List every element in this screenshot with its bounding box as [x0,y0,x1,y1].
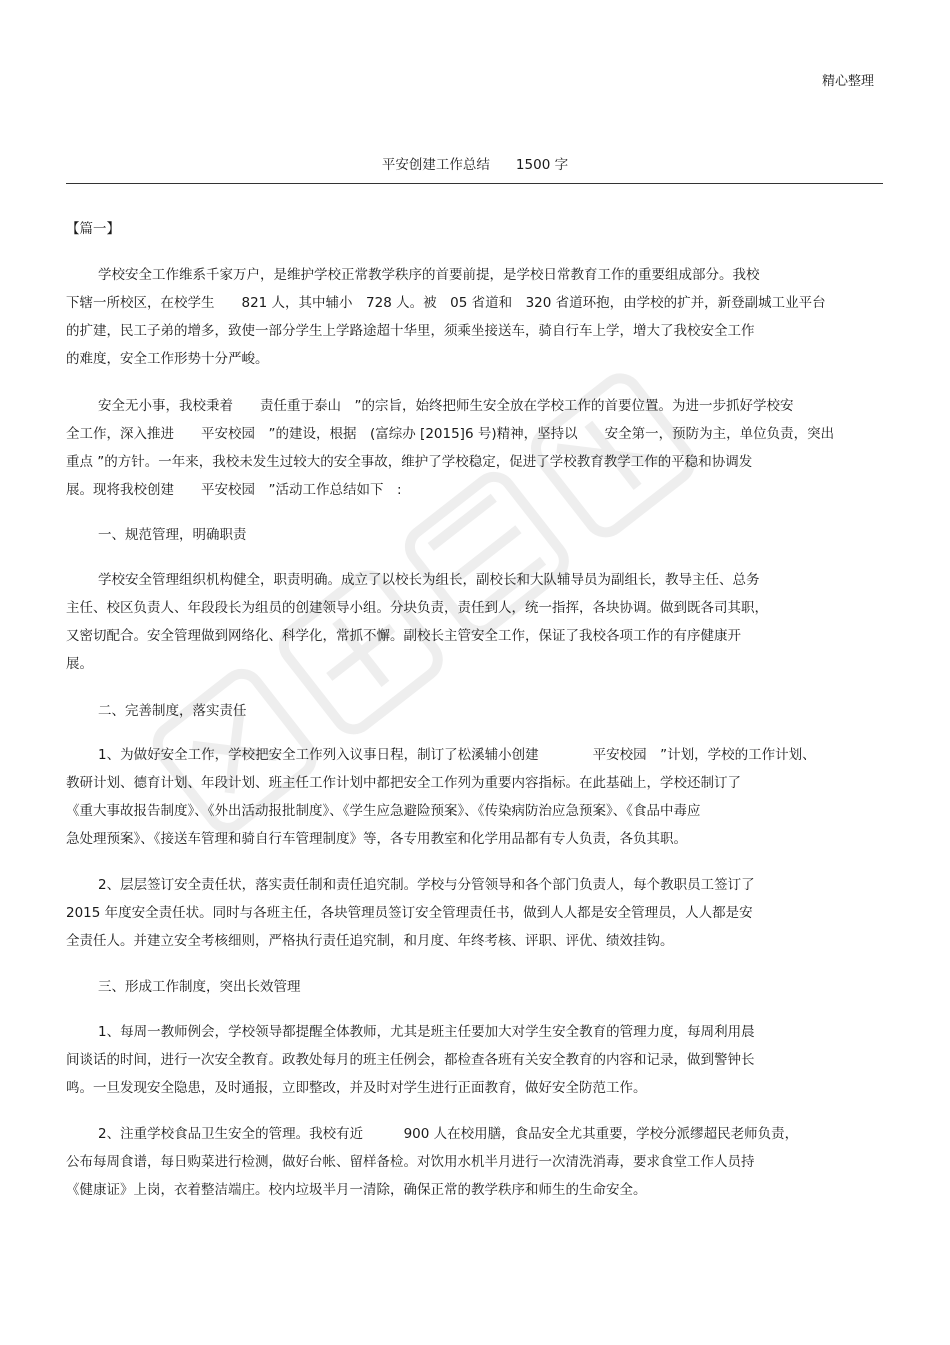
paragraph-line: 间谈话的时间，进行一次安全教育。政教处每月的班主任例会，都检查各班有关安全教育的内容和记录，做到警钟长 [66,1052,755,1068]
paragraph-line: 公布每周食谱，每日购菜进行检测，做好台帐、留样备检。对饮用水机半月进行一次清洗消毒，要求食堂工作人员持 [66,1154,755,1170]
paragraph-line: 安全无小事，我校秉着 责任重于泰山 ”的宗旨，始终把师生安全放在学校工作的首要位置。为进一步抓好学校安 [98,398,794,414]
paragraph-line: 全工作，深入推进 平安校园 ”的建设，根据 (富综办 [2015]6 号)精神，坚持以 安全第一，预防为主，单位负责，突出 [66,426,835,442]
section-heading: 三、形成工作制度，突出长效管理 [98,979,301,995]
paragraph-line: 又密切配合。安全管理做到网络化、科学化，常抓不懈。副校长主管安全工作，保证了我校各项工作的有序健康开 [66,628,741,644]
paragraph-line: 展。 [66,656,93,672]
paragraph-line: 学校安全工作维系千家万户，是维护学校正常教学秩序的首要前提，是学校日常教育工作的重要组成部分。我校 [98,267,760,283]
paragraph-line: 2、注重学校食品卫生安全的管理。我校有近 900 人在校用膳，食品安全尤其重要，学校分派缪超民老师负责， [98,1126,799,1142]
paragraph-line: 1、每周一教师例会，学校领导都提醒全体教师，尤其是班主任要加大对学生安全教育的管理力度，每周利用晨 [98,1024,755,1040]
paragraph-line: 学校安全管理组织机构健全，职责明确。成立了以校长为组长，副校长和大队辅导员为副组长，教导主任、总务 [98,572,760,588]
paragraph-line: 全责任人。并建立安全考核细则，严格执行责任追究制，和月度、年终考核、评职、评优、绩效挂钩。 [66,933,674,949]
title-text: 平安创建工作总结 [381,157,490,173]
title-divider [66,183,883,184]
paragraph-line: 下辖一所校区，在校学生 821 人，其中辅小 728 人。被 05 省道和 320 省道环抱，由学校的扩并，新登副城工业平台 [66,295,826,311]
paragraph-line: 急处理预案》、《接送车管理和骑自行车管理制度》等，各专用教室和化学用品都有专人负责，各负其职。 [66,831,687,847]
paragraph-line: 的难度，安全工作形势十分严峻。 [66,351,269,367]
paragraph-line: 主任、校区负责人、年段段长为组员的创建领导小组。分块负责，责任到人，统一指挥，各块协调。做到既各司其职， [66,600,768,616]
paragraph-line: 1、为做好安全工作，学校把安全工作列入议事日程，制订了松溪辅小创建 平安校园 ”计划，学校的工作计划、 [98,747,816,763]
paragraph-line: 《健康证》上岗，衣着整洁端庄。校内垃圾半月一清除，确保正常的教学秩序和师生的生命安全。 [66,1182,647,1198]
document-title [0,153,950,173]
section-label: 【篇一】 [66,221,120,237]
section-heading: 二、完善制度，落实责任 [98,703,247,719]
paragraph-line: 重点 ”的方针。一年来，我校未发生过较大的安全事故，维护了学校稳定，促进了学校教育教学工作的平稳和协调发 [66,454,753,470]
header-note: 精心整理 [821,74,874,89]
section-heading: 一、规范管理，明确职责 [98,527,247,543]
title-word-count: 1500 字 [515,157,569,173]
paragraph-line: 展。现将我校创建 平安校园 ”活动工作总结如下 : [66,482,402,498]
paragraph-line: 的扩建，民工子弟的增多，致使一部分学生上学路途超十华里，须乘坐接送车，骑自行车上学，增大了我校安全工作 [66,323,755,339]
paragraph-line: 教研计划、德育计划、年段计划、班主任工作计划中都把安全工作列为重要内容指标。在此基础上，学校还制订了 [66,775,741,791]
paragraph-line: 鸣。一旦发现安全隐患，及时通报，立即整改，并及时对学生进行正面教育，做好安全防范工作。 [66,1080,647,1096]
paragraph-line: 《重大事故报告制度》、《外出活动报批制度》、《学生应急避险预案》、《传染病防治应急预案》、《食品中毒应 [66,803,701,819]
paragraph-line: 2015 年度安全责任状。同时与各班主任，各块管理员签订安全管理责任书，做到人人都是安全管理员，人人都是安 [66,905,753,921]
paragraph-line: 2、层层签订安全责任状，落实责任制和责任追究制。学校与分管领导和各个部门负责人，每个教职员工签订了 [98,877,755,893]
